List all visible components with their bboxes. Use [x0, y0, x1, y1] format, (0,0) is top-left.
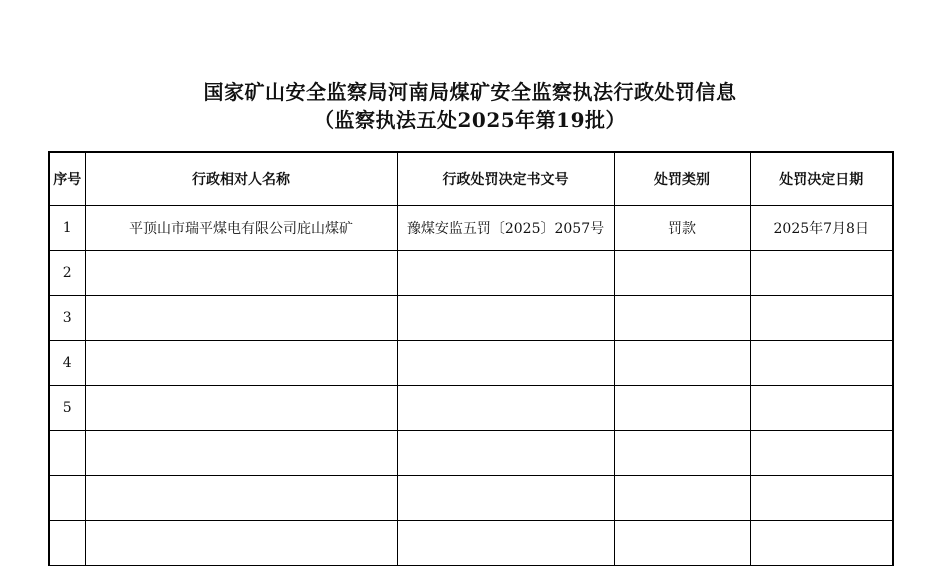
cell-penalty-category: [614, 341, 750, 386]
table-row: [49, 251, 893, 296]
cell-penalty-category: [614, 476, 750, 521]
table-row: [49, 206, 893, 251]
cell-penalty-category: [614, 251, 750, 296]
cell-party-name: [85, 476, 397, 521]
cell-party-name: [85, 431, 397, 476]
header-party-name: 行政相对人名称: [85, 152, 397, 206]
cell-party-name: [85, 251, 397, 296]
cell-party-name: [85, 521, 397, 566]
cell-penalty-category: 罚款: [614, 206, 750, 251]
cell-seq: [49, 431, 85, 476]
title-line-2: （监察执法五处2025年第19批）: [314, 108, 626, 132]
cell-party-name: [85, 341, 397, 386]
table-row: [49, 341, 893, 386]
cell-party-name: 平顶山市瑞平煤电有限公司庇山煤矿: [85, 206, 397, 251]
cell-decision-doc-no: [397, 386, 614, 431]
cell-decision-doc-no: [397, 476, 614, 521]
cell-seq: 2: [49, 251, 85, 296]
penalty-info-table: [48, 151, 894, 566]
table-row: [49, 431, 893, 476]
cell-decision-doc-no: [397, 431, 614, 476]
cell-decision-date: [750, 476, 893, 521]
table-row: [49, 386, 893, 431]
cell-decision-doc-no: [397, 251, 614, 296]
cell-penalty-category: [614, 431, 750, 476]
cell-penalty-category: [614, 521, 750, 566]
title-line-1: 国家矿山安全监察局河南局煤矿安全监察执法行政处罚信息: [203, 80, 737, 104]
table-row: [49, 521, 893, 566]
header-penalty-category: 处罚类别: [614, 152, 750, 206]
cell-seq: 4: [49, 341, 85, 386]
document-title: [0, 78, 940, 134]
header-decision-doc-no: 行政处罚决定书文号: [397, 152, 614, 206]
cell-seq: [49, 476, 85, 521]
cell-party-name: [85, 296, 397, 341]
cell-seq: [49, 521, 85, 566]
table-row: [49, 296, 893, 341]
cell-decision-date: [750, 386, 893, 431]
cell-decision-date: [750, 431, 893, 476]
header-seq: 序号: [49, 152, 85, 206]
cell-decision-date: [750, 251, 893, 296]
cell-decision-date: [750, 521, 893, 566]
cell-decision-doc-no: [397, 296, 614, 341]
table-header-row: [49, 152, 893, 206]
table-row: [49, 476, 893, 521]
cell-decision-date: [750, 341, 893, 386]
cell-decision-doc-no: [397, 521, 614, 566]
cell-seq: 5: [49, 386, 85, 431]
cell-decision-doc-no: 豫煤安监五罚〔2025〕2057号: [397, 206, 614, 251]
cell-decision-date: [750, 296, 893, 341]
cell-penalty-category: [614, 386, 750, 431]
cell-seq: 1: [49, 206, 85, 251]
cell-decision-doc-no: [397, 341, 614, 386]
cell-penalty-category: [614, 296, 750, 341]
cell-party-name: [85, 386, 397, 431]
cell-seq: 3: [49, 296, 85, 341]
header-decision-date: 处罚决定日期: [750, 152, 893, 206]
cell-decision-date: 2025年7月8日: [750, 206, 893, 251]
